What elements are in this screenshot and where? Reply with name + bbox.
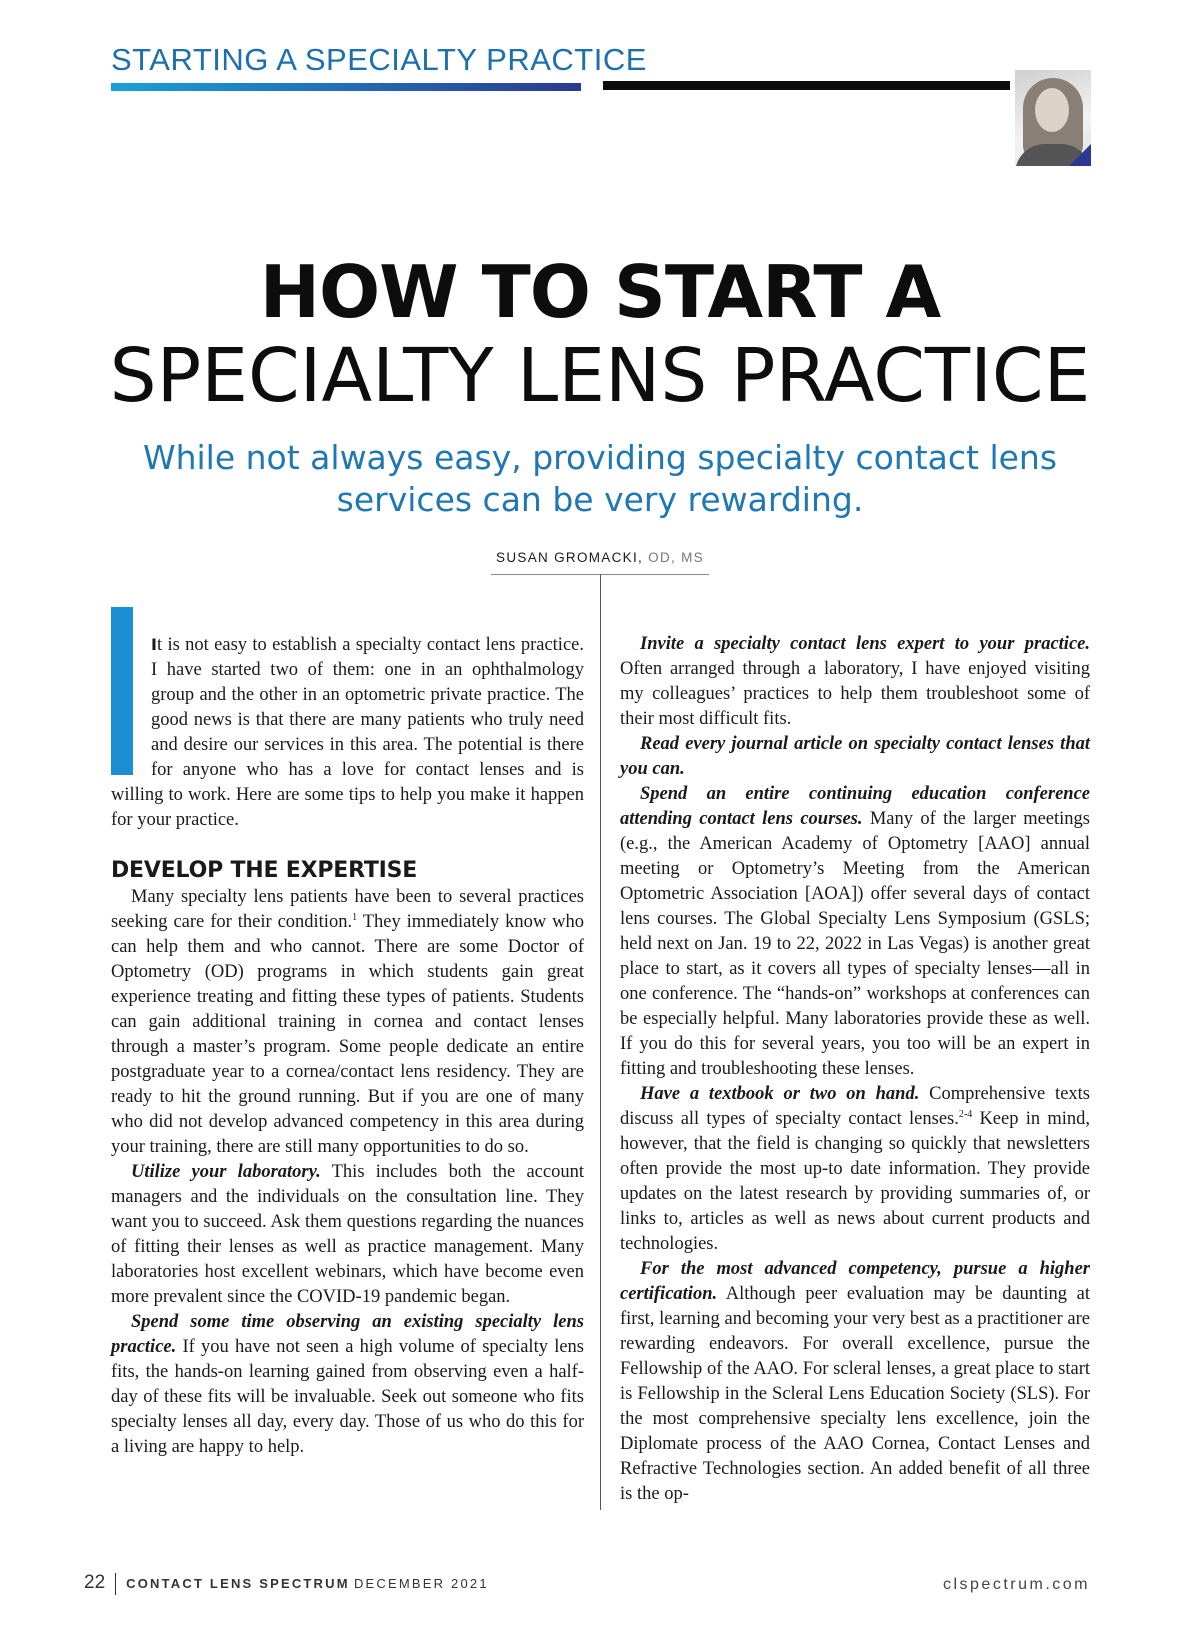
intro-paragraph (111, 632, 584, 833)
section-rule-gradient (111, 83, 581, 91)
article-title-line2: SPECIALTY LENS PRACTICE (109, 333, 1091, 419)
author-credentials: OD, MS (648, 550, 704, 565)
paragraph: Spend some time observing an existing specialty lens practice. If you have not seen a high volume of specialty lens fits, the hands-on learning gained from observing even a half-day of these fits will be invaluable. Seek out someone who fits specialty lenses all day, every day. Those of us who do this for a living are happy to help. (111, 1312, 584, 1457)
dropcap-bar (111, 607, 133, 775)
article-subtitle (100, 437, 1100, 521)
intro-text: t is not easy to establish a specialty contact lens practice. I have started two of them: one in an ophthalmology group and the other in an optometric private practice. The good news is that there are many patients who truly need and desire our services in this area. The potential is there for anyone who has a love for contact lenses and is willing to work. Here are some tips to help you make it happen for your practice. (111, 635, 584, 830)
subtitle-line2: services can be very rewarding. (336, 480, 864, 519)
section-heading: DEVELOP THE EXPERTISE (111, 858, 418, 883)
article-title-line1: HOW TO START A (259, 250, 941, 334)
page-number: 22 (84, 1572, 106, 1593)
magazine-name: CONTACT LENS SPECTRUM (126, 1576, 350, 1591)
section-rule-black (603, 81, 1010, 90)
byline (0, 550, 1200, 565)
paragraph: Utilize your laboratory. This includes both the account managers and the individuals on the consultation line. They want you to succeed. Ask them questions regarding the nuances of fitting their lenses as well as practice management. Many laboratories host excellent webinars, which have become even more prevalent since the COVID-19 pandemic began. (111, 1162, 584, 1307)
left-column (111, 632, 584, 1460)
dropcap-letter: I (151, 635, 157, 654)
right-column (620, 632, 1090, 1507)
subtitle-line1: While not always easy, providing specialty contact lens (142, 438, 1058, 477)
paragraph: Read every journal article on specialty contact lenses that you can. (620, 734, 1090, 779)
section-label: STARTING A SPECIALTY PRACTICE (111, 42, 647, 77)
author-name: SUSAN GROMACKI, (496, 550, 644, 565)
paragraph: Have a textbook or two on hand. Comprehensive texts discuss all types of specialty contact lenses.$^{2-4}$ Keep in mind, however, that the field is changing so quickly that newsletters often provide the most up-to date information. They provide updates on the latest research by providing summaries of, or links to, articles as well as news about current products and technologies. (620, 1084, 1091, 1254)
author-photo (1015, 70, 1091, 166)
column-divider (600, 574, 601, 1510)
issue-date: DECEMBER 2021 (353, 1576, 489, 1591)
footer-divider (115, 1573, 116, 1595)
paragraph: Many specialty lens patients have been to several practices seeking care for their condition.$^1$ They immediately know who can help them and who cannot. There are some Doctor of Optometry (OD) programs in which students gain great experience treating and fitting these types of patients. Students can gain additional training in cornea and contact lenses through a master’s program. Some people dedicate an entire postgraduate year to a cornea/contact lens residency. They are ready to hit the ground running. But if you are one of many who did not develop advanced competency in this area during your training, there are still many opportunities to do so. (111, 887, 584, 1157)
paragraph: For the most advanced competency, pursue a higher certification. Although peer evaluation may be daunting at first, learning and becoming your very best as a practitioner are rewarding endeavors. For overall excellence, pursue the Fellowship of the AAO. For scleral lenses, a great place to start is Fellowship in the Scleral Lens Education Society (SLS). For the most comprehensive specialty lens excellence, join the Diplomate process of the AAO Cornea, Contact Lenses and Refractive Technologies section. An added benefit of all three is the op- (620, 1259, 1090, 1504)
paragraph: Invite a specialty contact lens expert to your practice. Often arranged through a laboratory, I have enjoyed visiting my colleagues’ practices to help them troubleshoot some of their most difficult fits. (620, 634, 1090, 729)
paragraph: Spend an entire continuing education conference attending contact lens courses. Many of the larger meetings (e.g., the American Academy of Optometry [AAO] annual meeting or Optometry’s Meeting from the American Optometric Association [AOA]) offer several days of contact lens courses. The Global Specialty Lens Symposium (GSLS; held next on Jan. 19 to 22, 2022 in Las Vegas) is another great place to start, as it covers all types of specialty lenses—all in one conference. The “hands-on” workshops at conferences can be especially helpful. Many laboratories provide these as well. If you do this for several years, you too will be an expert in fitting and troubleshooting these lenses. (620, 784, 1090, 1079)
footer (84, 1572, 489, 1595)
website-link[interactable]: clspectrum.com (942, 1576, 1090, 1593)
